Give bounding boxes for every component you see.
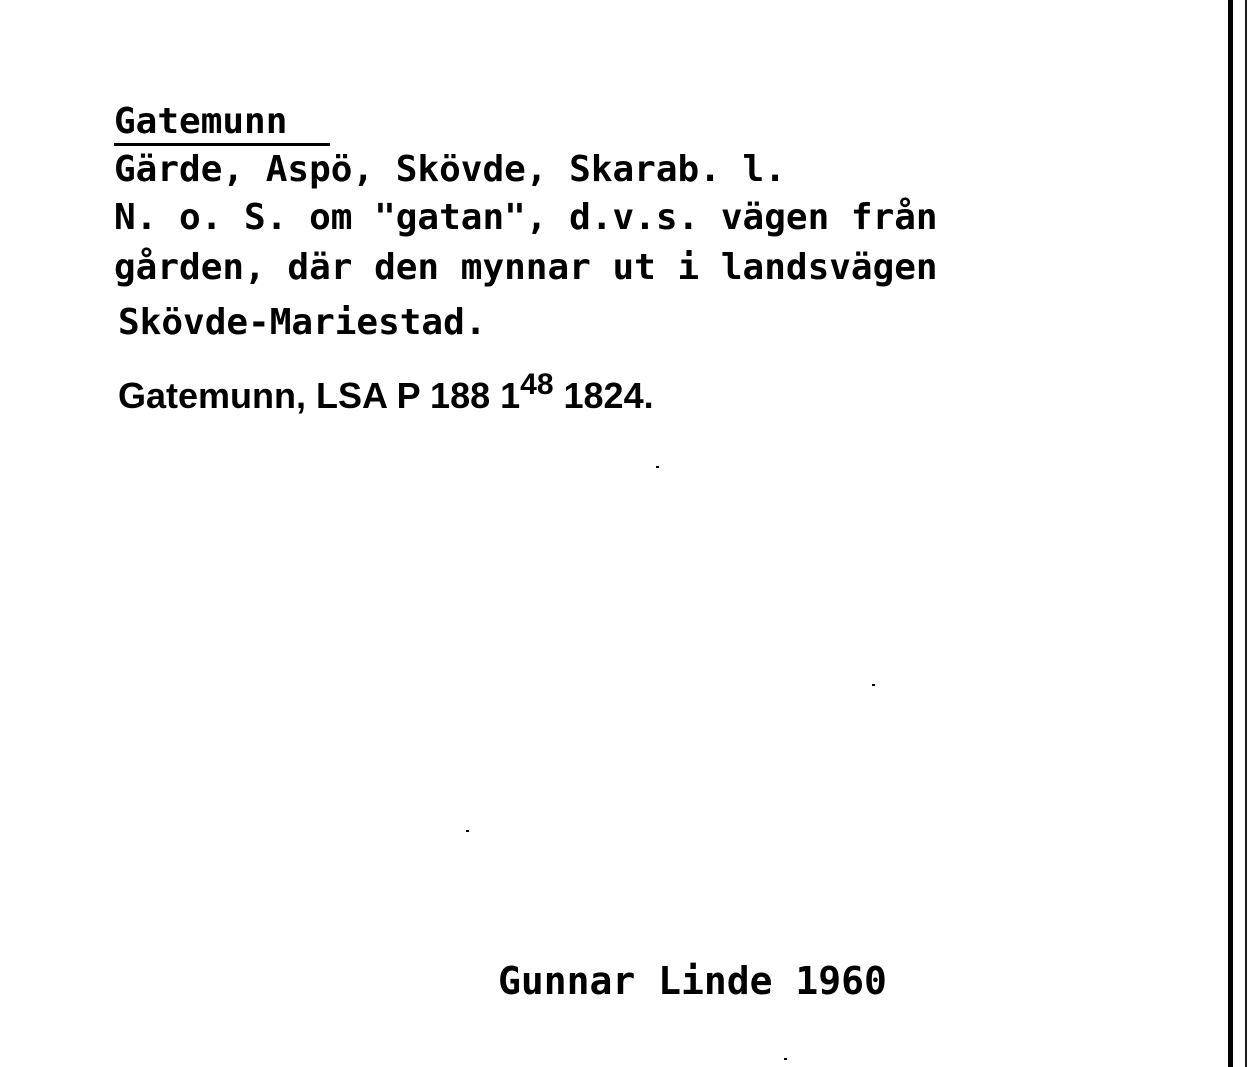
- source-superscript: 48: [520, 368, 554, 401]
- description-line-3: Skövde-Mariestad.: [118, 302, 487, 343]
- location-line: Gärde, Aspö, Skövde, Skarab. l.: [114, 149, 786, 190]
- source-year: 1824.: [553, 375, 654, 416]
- card-edge-border-inner: [1245, 0, 1247, 1067]
- paper-speck: [872, 684, 875, 686]
- source-reference: [118, 368, 654, 416]
- paper-speck: [466, 830, 469, 832]
- description-line-2: gården, där den mynnar ut i landsvägen: [114, 247, 938, 288]
- paper-speck: [784, 1058, 787, 1060]
- card-edge-border: [1228, 0, 1233, 1067]
- signature: Gunnar Linde 1960: [498, 959, 887, 1003]
- description-line-1: N. o. S. om "gatan", d.v.s. vägen från: [114, 197, 938, 238]
- card-heading: Gatemunn: [114, 101, 288, 142]
- heading-underline: [114, 143, 330, 146]
- paper-speck: [656, 466, 659, 468]
- source-text: Gatemunn, LSA P 188 1: [118, 375, 521, 416]
